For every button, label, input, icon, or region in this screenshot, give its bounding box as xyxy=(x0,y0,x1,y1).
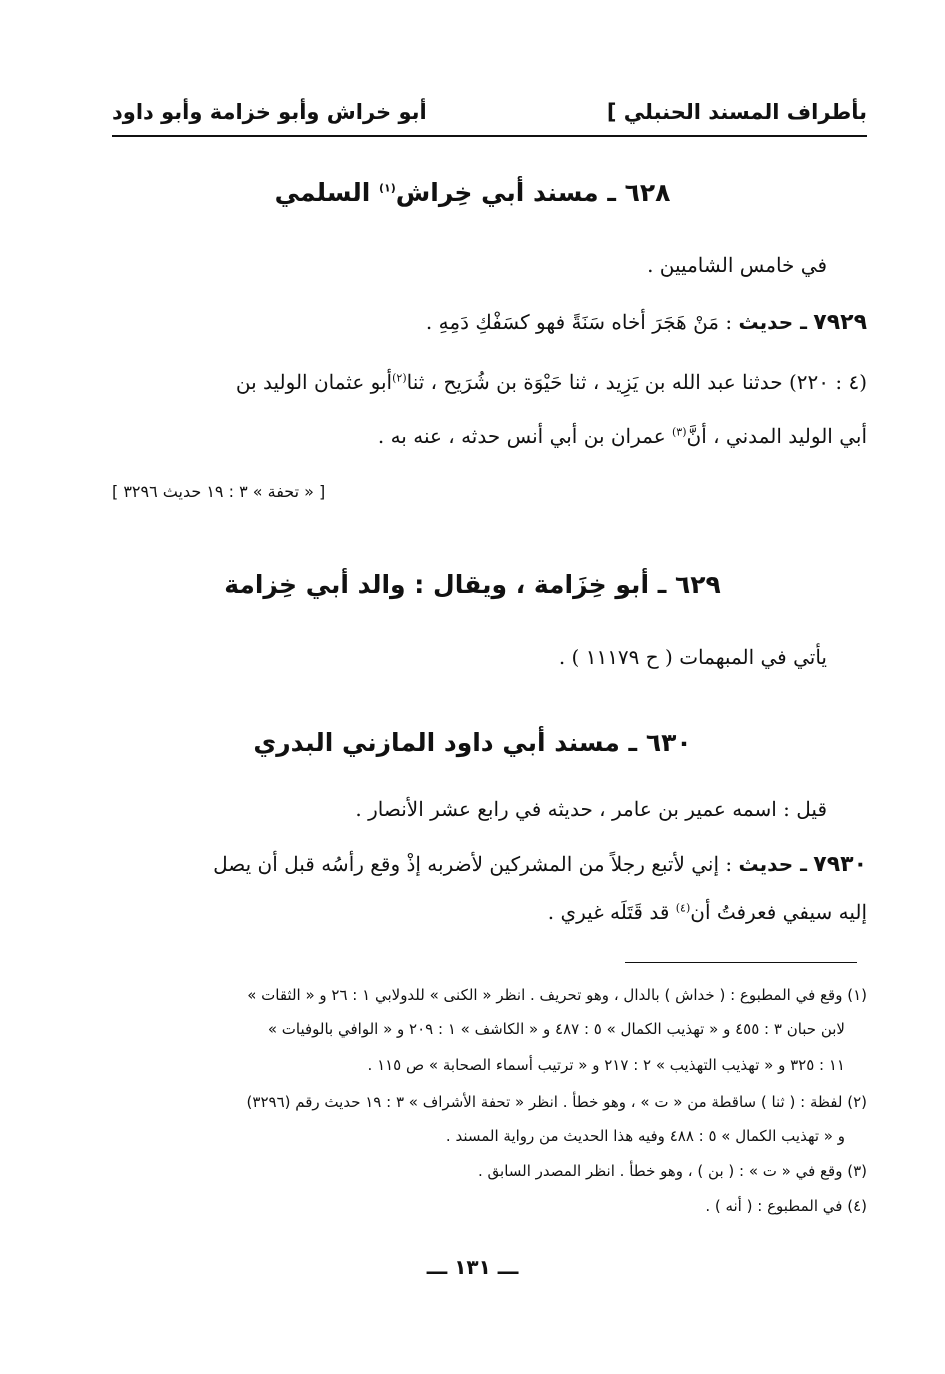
hadith-7930-label: ـ حديث xyxy=(738,852,807,876)
footnote-mark-2: (٢) xyxy=(392,371,407,385)
footnote-rule xyxy=(625,962,857,963)
running-header-right: بأطراف المسند الحنبلي ] xyxy=(606,100,867,124)
hadith-7930-text-1: : إني لأتبع رجلاً من المشركين لأضربه إذْ وقع رأسُه قبل أن يصل xyxy=(213,852,739,876)
footnote-2-line-1: (٢) لفظة : ( ثنا ) ساقطة من « ت » ، وهو خطأ . انظر « تحفة الأشراف » ٣ : ١٩ حديث رقم (٣٢٩٦) xyxy=(246,1093,867,1111)
footnote-mark-3: (٣) xyxy=(672,425,687,439)
section-628-title-post: السلمي xyxy=(274,178,379,207)
footnote-1-line-3: ١١ : ٣٢٥ و « تهذيب التهذيب » ٢ : ٢١٧ و « ترتيب أسماء الصحابة » ص ١١٥ . xyxy=(367,1056,845,1074)
hadith-7929-number: ٧٩٢٩ xyxy=(813,310,867,335)
footnote-4: (٤) في المطبوع : ( أنه ) . xyxy=(705,1197,867,1215)
footnote-1-line-2: لابن حبان ٣ : ٤٥٥ و « تهذيب الكمال » ٥ : ٤٨٧ و « الكاشف » ١ : ٢٠٩ و « الوافي بالوفيات » xyxy=(267,1020,845,1038)
hadith-7929-text: : مَنْ هَجَرَ أخاه سَنَةً فهو كسَفْكِ دَمِهِ . xyxy=(425,310,739,334)
section-628-number: ٦٢٨ xyxy=(624,178,671,207)
hadith-7930-line-2 xyxy=(548,900,867,924)
chain-1-pre: (٤ : ٢٢٠) حدثنا عبد الله بن يَزِيد ، ثنا حَيْوَة بن شُرَيح ، ثنا xyxy=(406,370,867,394)
chain-1-post: أبو عثمان الوليد بن xyxy=(235,370,393,394)
hadith-7929 xyxy=(426,310,867,335)
section-629-title-text: ـ أبو خِزَامة ، ويقال : والد أبي خِزامة xyxy=(224,570,667,599)
footnote-2-line-2: و « تهذيب الكمال » ٥ : ٤٨٨ وفيه هذا الحديث من رواية المسند . xyxy=(445,1127,845,1145)
footnote-1-line-1: (١) وقع في المطبوع : ( خداش ) بالدال ، وهو تحريف . انظر « الكنى » للدولابي ١ : ٢٦ و « الثقات » xyxy=(247,986,867,1004)
chain-2-pre: أبي الوليد المدني ، أنَّ xyxy=(686,424,867,448)
section-629-title xyxy=(0,570,945,599)
hadith-7929-label: ـ حديث xyxy=(738,310,807,334)
footnote-mark-4: (٤) xyxy=(675,901,691,915)
section-630-title xyxy=(0,728,945,757)
page-number: ـــ ١٣١ ـــ xyxy=(426,1255,519,1279)
hadith-7929-reference: [ « تحفة » ٣ : ١٩ حديث ٣٢٩٦ ] xyxy=(112,482,326,501)
footnote-3: (٣) وقع في « ت » : ( بن ) ، وهو خطأ . انظر المصدر السابق . xyxy=(478,1162,867,1180)
section-628-intro: في خامس الشاميين . xyxy=(647,253,827,277)
section-630-title-text: ـ مسند أبي داود المازني البدري xyxy=(253,728,638,757)
hadith-7930-text-2-post: قد قَتَلَه غيري . xyxy=(547,900,676,924)
chain-2-post: عمران بن أبي أنس حدثه ، عنه به . xyxy=(377,424,672,448)
hadith-7930-text-2-pre: إليه سيفي فعرفتُ أن xyxy=(690,900,867,924)
section-629-number: ٦٢٩ xyxy=(674,570,721,599)
running-header-left: أبو خراش وأبو خزامة وأبو داود xyxy=(112,100,427,124)
section-630-number: ٦٣٠ xyxy=(645,728,692,757)
section-628-title xyxy=(0,178,945,207)
section-630-intro: قيل : اسمه عمير بن عامر ، حديثه في رابع عشر الأنصار . xyxy=(355,797,827,821)
header-rule xyxy=(112,135,867,137)
hadith-7929-chain-line-2 xyxy=(378,424,867,448)
section-628-title-pre: ـ مسند أبي خِراش xyxy=(395,178,616,207)
footnote-mark-1: (١) xyxy=(378,181,396,195)
hadith-7930-number: ٧٩٣٠ xyxy=(813,852,867,877)
hadith-7930-line-1 xyxy=(112,852,867,877)
section-629-intro: يأتي في المبهمات ( ح ١١١٧٩ ) . xyxy=(558,645,827,669)
hadith-7929-chain-line-1 xyxy=(112,370,867,394)
